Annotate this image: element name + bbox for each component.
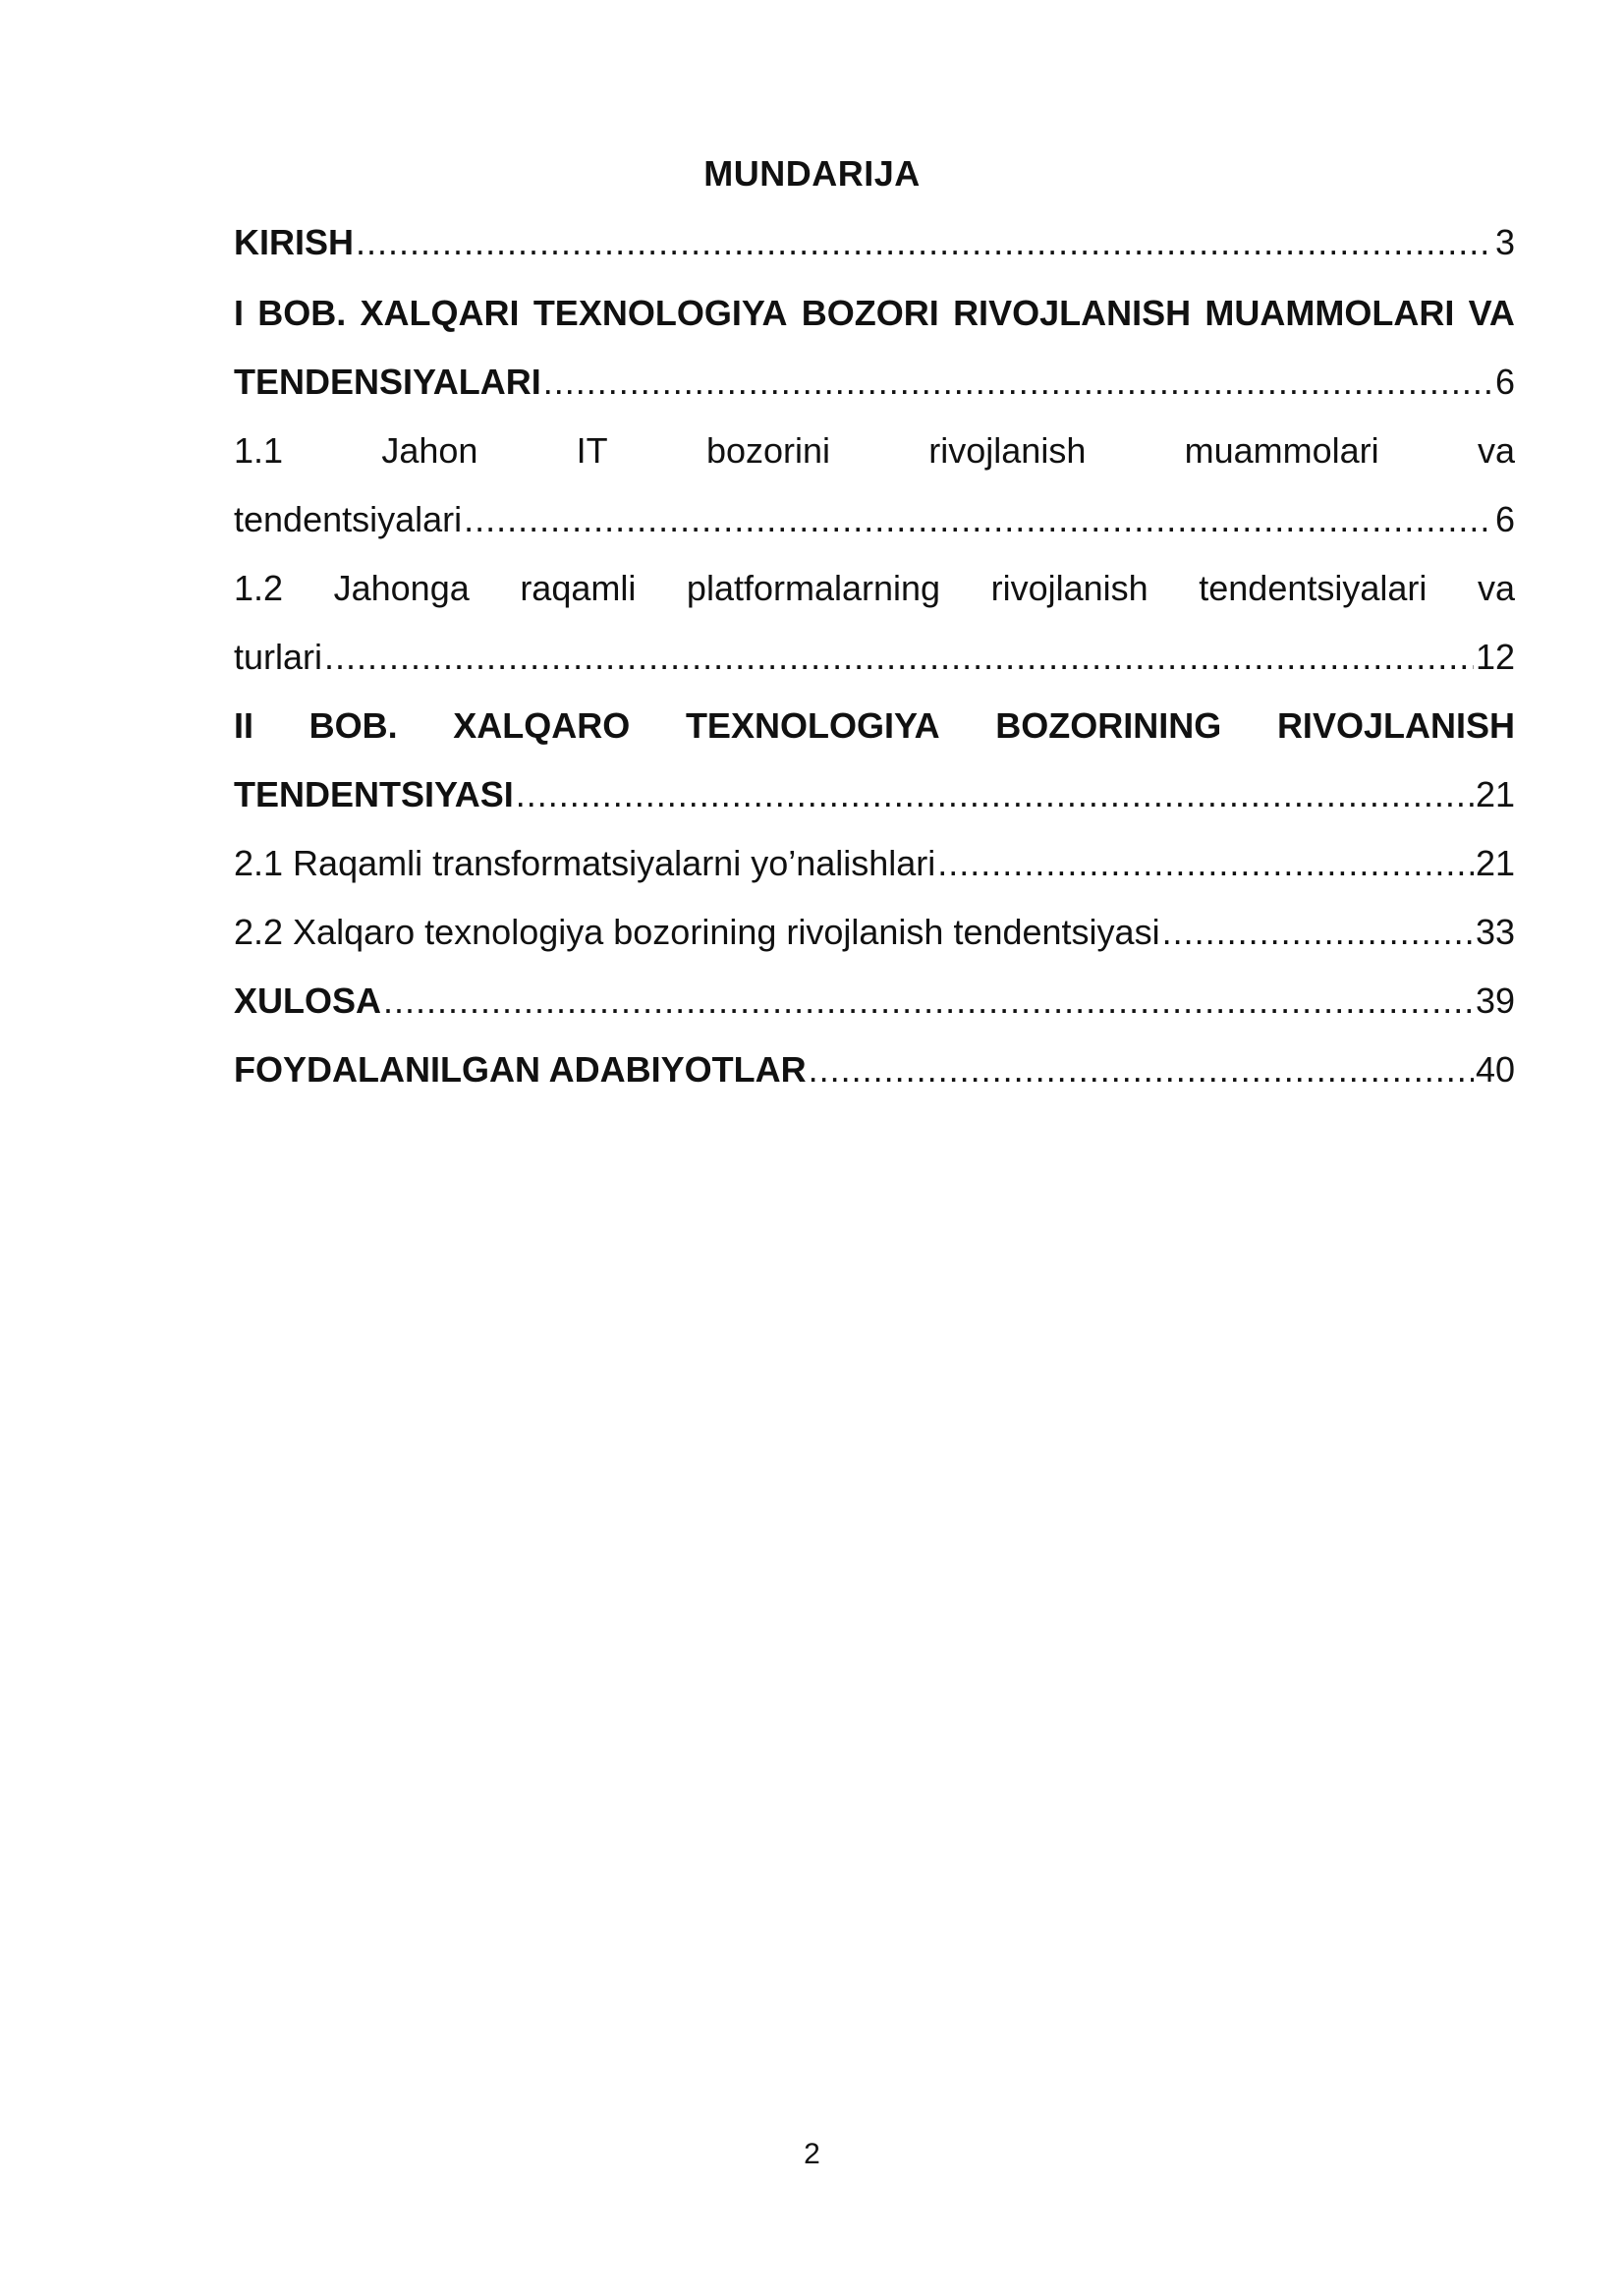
page-number: 2 bbox=[804, 2138, 820, 2170]
toc-word: RIVOJLANISH bbox=[1276, 705, 1515, 746]
toc-word: 1.1 bbox=[234, 430, 284, 471]
toc-entry-2-2[interactable] bbox=[234, 910, 1515, 955]
toc-word: BOZORI bbox=[801, 293, 939, 333]
toc-word: va bbox=[1477, 430, 1515, 471]
dot-leader bbox=[543, 360, 1493, 405]
toc-entry-xulosa[interactable] bbox=[234, 979, 1515, 1024]
toc-page-number: 33 bbox=[1475, 912, 1515, 952]
toc-entry-bob2-line2[interactable] bbox=[234, 772, 1515, 817]
toc-word: IT bbox=[576, 430, 608, 471]
toc-entry-title: TENDENSIYALARI bbox=[234, 362, 541, 402]
dot-leader bbox=[516, 772, 1474, 817]
toc-entry-title: 2.1 Raqamli transformatsiyalarni yo’nalishlari bbox=[234, 843, 936, 883]
toc-page-number: 40 bbox=[1475, 1049, 1515, 1090]
toc-page-number: 21 bbox=[1475, 774, 1515, 814]
toc-word: bozorini bbox=[705, 430, 831, 471]
toc-word: I bbox=[234, 293, 245, 333]
toc-entry-bob1-line1[interactable] bbox=[234, 291, 1515, 336]
dot-leader bbox=[356, 220, 1493, 265]
toc-page-number: 3 bbox=[1494, 222, 1515, 262]
toc-entry-title: tendentsiyalari bbox=[234, 499, 463, 539]
toc-entry-1-1-line1[interactable] bbox=[234, 428, 1515, 474]
toc-entry-title: 2.2 Xalqaro texnologiya bozorining rivojlanish tendentsiyasi bbox=[234, 912, 1160, 952]
toc-word: rivojlanish bbox=[990, 568, 1148, 608]
toc-entry-bob1-line2[interactable] bbox=[234, 360, 1515, 405]
toc-entry-title: XULOSA bbox=[234, 980, 382, 1021]
toc-word: XALQARI bbox=[360, 293, 520, 333]
dot-leader bbox=[464, 497, 1493, 542]
toc-word: II bbox=[234, 705, 254, 746]
toc-page-number: 39 bbox=[1475, 980, 1515, 1021]
dot-leader bbox=[383, 979, 1474, 1024]
toc-entry-1-2-line2[interactable] bbox=[234, 635, 1515, 680]
toc-entry-1-1-line2[interactable] bbox=[234, 497, 1515, 542]
toc-entry-adabiyotlar[interactable] bbox=[234, 1047, 1515, 1092]
toc-word: BOZORINING bbox=[995, 705, 1222, 746]
toc-word: 1.2 bbox=[234, 568, 284, 608]
toc-word: TEXNOLOGIYA bbox=[532, 293, 788, 333]
toc-word: va bbox=[1477, 568, 1515, 608]
toc-word: raqamli bbox=[520, 568, 637, 608]
dot-leader bbox=[324, 635, 1474, 680]
dot-leader bbox=[1162, 910, 1474, 955]
toc-word: Jahonga bbox=[333, 568, 470, 608]
toc-word: rivojlanish bbox=[928, 430, 1087, 471]
toc-entry-1-2-line1[interactable] bbox=[234, 566, 1515, 611]
toc-word: tendentsiyalari bbox=[1199, 568, 1428, 608]
toc-word: platformalarning bbox=[686, 568, 941, 608]
toc-entry-kirish[interactable] bbox=[234, 220, 1515, 265]
toc-page-number: 6 bbox=[1494, 362, 1515, 402]
toc-word: BOB. bbox=[308, 705, 398, 746]
toc-word: TEXNOLOGIYA bbox=[685, 705, 940, 746]
toc-word: BOB. bbox=[257, 293, 347, 333]
toc-entry-title: turlari bbox=[234, 637, 323, 677]
toc-word: XALQARO bbox=[453, 705, 631, 746]
toc-word: RIVOJLANISH bbox=[953, 293, 1192, 333]
toc-page-number: 12 bbox=[1475, 637, 1515, 677]
toc-page-number: 6 bbox=[1494, 499, 1515, 539]
dot-leader bbox=[809, 1047, 1474, 1092]
toc-word: Jahon bbox=[381, 430, 478, 471]
dot-leader bbox=[937, 841, 1474, 886]
toc-entry-title: TENDENTSIYASI bbox=[234, 774, 514, 814]
toc-entry-title: KIRISH bbox=[234, 222, 355, 262]
toc-entry-title: FOYDALANILGAN ADABIYOTLAR bbox=[234, 1049, 807, 1090]
toc-word: muammolari bbox=[1184, 430, 1379, 471]
toc-word: MUAMMOLARI bbox=[1204, 293, 1455, 333]
page-title: MUNDARIJA bbox=[703, 153, 921, 194]
toc-word: VA bbox=[1468, 293, 1515, 333]
toc-entry-bob2-line1[interactable] bbox=[234, 703, 1515, 749]
toc-entry-2-1[interactable] bbox=[234, 841, 1515, 886]
toc-page-number: 21 bbox=[1475, 843, 1515, 883]
